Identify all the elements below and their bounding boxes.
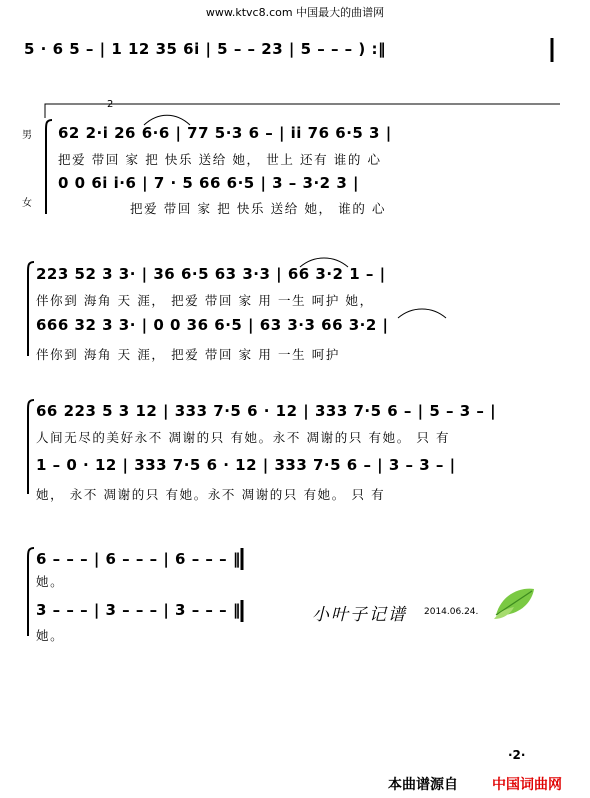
s3-male-lyrics: 人间无尽的美好永不 凋谢的只 有她。永不 凋谢的只 有她。 只 有 [36, 430, 451, 445]
volta-number: 2 [107, 99, 114, 110]
system-bracket-2 [28, 262, 34, 356]
slur-2 [300, 258, 348, 267]
intro-notes: 5 · 6 5 – | 1 12 35 6i | 5 – – 23 | 5 – – – ) :‖ [24, 40, 386, 58]
site-header: www.ktvc8.com 中国最大的曲谱网 [205, 6, 385, 19]
s1-male-notes: 62 2·i 26 6·6 | 77 5·3 6 – | ii 76 6·5 3 | [58, 124, 392, 142]
s2-male-lyrics: 伴你到 海角 天 涯， 把爱 带回 家 用 一生 呵护 她， [36, 293, 374, 308]
s2-female-notes: 666 32 3 3· | 0 0 36 6·5 | 63 3·3 66 3·2 | [36, 316, 389, 334]
footer-source: 本曲谱源自 [388, 777, 458, 793]
system-bracket-1 [46, 120, 52, 214]
s4-female-lyrics: 她。 [36, 628, 65, 643]
transcriber-signature: 小叶子记谱 [312, 605, 407, 625]
s1-male-lyrics: 把爱 带回 家 把 快乐 送给 她， 世上 还有 谁的 心 [58, 152, 382, 167]
s1-female-notes: 0 0 6i i·6 | 7 · 5 66 6·5 | 3 – 3·2 3 | [58, 174, 359, 192]
s2-male-notes: 223 52 3 3· | 36 6·5 63 3·3 | 66 3·2 1 – | [36, 265, 386, 283]
footer-site-name: 中国词曲网 [492, 777, 562, 793]
s1-female-lyrics: 把爱 带回 家 把 快乐 送给 她， 谁的 心 [130, 201, 387, 216]
s3-male-notes: 66 223 5 3 12 | 333 7·5 6 · 12 | 333 7·5 6 – | 5 – 3 – | [36, 402, 497, 420]
voice-label-female: 女 [22, 198, 32, 209]
transcription-date: 2014.06.24. [424, 607, 479, 617]
s3-female-notes: 1 – 0 · 12 | 333 7·5 6 · 12 | 333 7·5 6 – | 3 – 3 – | [36, 456, 456, 474]
slur-1 [144, 115, 190, 125]
system-bracket-4 [28, 548, 34, 636]
voice-label-male: 男 [22, 130, 32, 141]
s4-male-notes: 6 – – – | 6 – – – | 6 – – – ‖ [36, 550, 241, 568]
system-bracket-3 [28, 400, 34, 494]
s4-male-lyrics: 她。 [36, 574, 65, 589]
slur-3 [398, 309, 446, 318]
s2-female-lyrics: 伴你到 海角 天 涯， 把爱 带回 家 用 一生 呵护 [36, 347, 340, 362]
page-number: ·2· [508, 748, 526, 762]
s3-female-lyrics: 她， 永不 凋谢的只 有她。永不 凋谢的只 有她。 只 有 [36, 487, 386, 502]
s4-female-notes: 3 – – – | 3 – – – | 3 – – – ‖ [36, 601, 241, 619]
volta-bracket [45, 104, 560, 118]
